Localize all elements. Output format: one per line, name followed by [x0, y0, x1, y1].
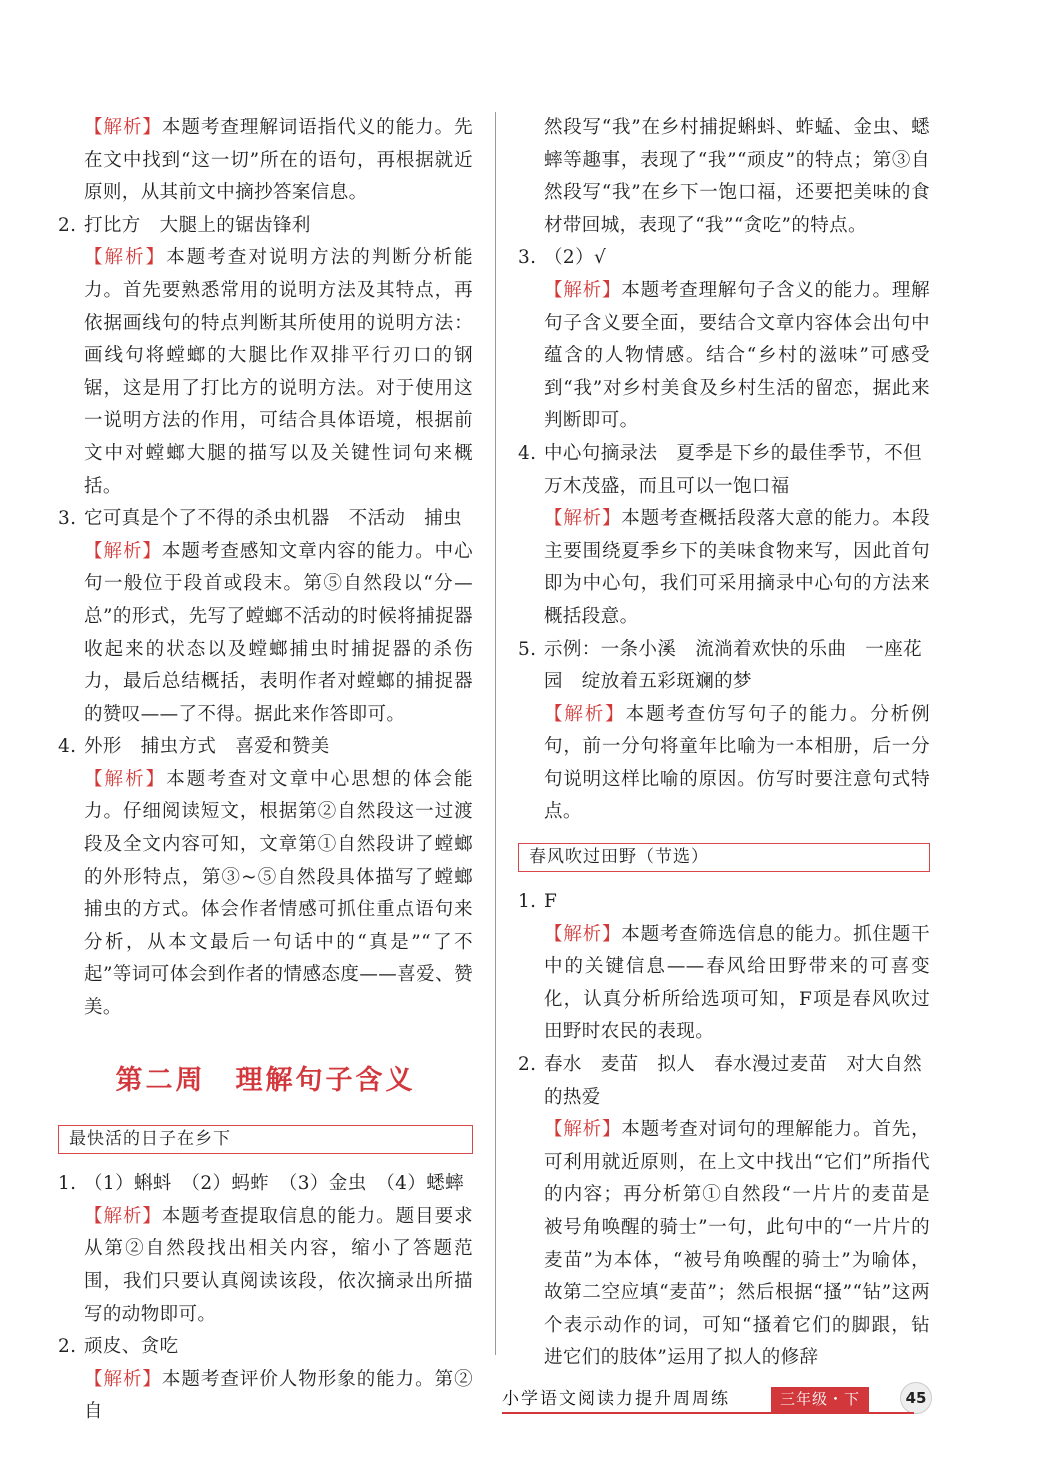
section-title-2: 春风吹过田野（节选）	[518, 843, 930, 872]
explanation	[58, 764, 473, 1025]
left-column	[58, 112, 473, 1429]
explanation-text: 本题考查感知文章内容的能力。中心句一般位于段首或段末。第⑤自然段以“分—总”的形式，先写了螳螂不活动的时候将捕捉器收起来的状态以及螳螂捕虫时捕捉器的杀伤力，最后总结概括，表明作者对螳螂的捕捉器的赞叹——了不得。据此来作答即可。	[84, 540, 473, 725]
question-number: 2.	[518, 1054, 537, 1076]
analysis-tag: 【解析】	[544, 508, 622, 530]
section-title-1: 最快活的日子在乡下	[58, 1125, 473, 1154]
grade-badge: 三年级・下	[771, 1387, 869, 1412]
answer-item	[518, 634, 930, 699]
explanation	[58, 1364, 473, 1429]
analysis-tag: 【解析】	[84, 540, 162, 562]
answer-item	[58, 1168, 473, 1201]
explanation-text: 本题考查筛选信息的能力。抓住题干中的关键信息——春风给田野带来的可喜变化，认真分析所给选项可知，F项是春风吹过田野时农民的表现。	[544, 923, 930, 1043]
footer-rule	[502, 1412, 914, 1414]
analysis-tag: 【解析】	[544, 923, 622, 945]
analysis-tag: 【解析】	[84, 1205, 162, 1227]
question-number: 3.	[58, 508, 77, 530]
answer-item	[58, 210, 473, 243]
explanation	[518, 275, 930, 438]
explanation	[518, 503, 930, 633]
left-intro-explanation	[58, 112, 473, 210]
answer-item	[58, 731, 473, 764]
answer-text: 春水 麦苗 拟人 春水漫过麦苗 对大自然的热爱	[544, 1054, 923, 1108]
explanation-text: 本题考查评价人物形象的能力。第②自	[84, 1368, 473, 1423]
question-number: 4.	[58, 736, 77, 758]
page-number: 45	[900, 1382, 932, 1414]
answer-item	[518, 242, 930, 275]
question-number: 3.	[518, 247, 537, 269]
explanation-text: 本题考查概括段落大意的能力。本段主要围绕夏季乡下的美味食物来写，因此首句即为中心句，我们可采用摘录中心句的方法来概括段意。	[544, 508, 930, 627]
analysis-tag: 【解析】	[84, 768, 167, 790]
explanation	[518, 1114, 930, 1375]
left-answers-group-2	[58, 1168, 473, 1429]
answer-text: 它可真是个了不得的杀虫机器 不活动 捕虫	[84, 508, 463, 530]
explanation-text: 本题考查对文章中心思想的体会能力。仔细阅读短文，根据第②自然段这一过渡段及全文内容可知，文章第①自然段讲了螳螂的外形特点，第③~⑤自然段具体描写了螳螂捕虫的方式。体会作者情感可抓住重点语句来分析，从本文最后一句话中的“真是”“了不起”等词可体会到作者的情感态度——喜爱、赞美。	[84, 768, 473, 1019]
question-number: 4.	[518, 442, 537, 464]
question-number: 2.	[58, 1336, 77, 1358]
book-title: 小学语文阅读力提升周周练	[502, 1389, 730, 1409]
analysis-tag: 【解析】	[84, 247, 167, 269]
page-footer	[502, 1382, 932, 1418]
explanation	[58, 1201, 473, 1331]
explanation-text: 本题考查提取信息的能力。题目要求从第②自然段找出相关内容，缩小了答题范围，我们只要认真阅读该段，依次摘录出所描写的动物即可。	[84, 1205, 473, 1325]
explanation	[518, 699, 930, 829]
answer-text: 示例：一条小溪 流淌着欢快的乐曲 一座花园 绽放着五彩斑斓的梦	[544, 638, 923, 693]
explanation	[518, 919, 930, 1049]
right-answers-group-1	[518, 242, 930, 829]
answer-item	[518, 1049, 930, 1114]
explanation	[58, 242, 473, 503]
explanation-text: 本题考查对词句的理解能力。首先，可利用就近原则，在上文中找出“它们”所指代的内容；再分析第①自然段“一片片的麦苗是被号角唤醒的骑士”一句，此句中的“一片片的麦苗”为本体，“被号角唤醒的骑士”为喻体，故第二空应填“麦苗”；然后根据“搔”“钻”这两个表示动作的词，可知“搔着它们的脚跟，钻进它们的肢体”运用了拟人的修辞	[544, 1119, 930, 1369]
answer-item	[58, 503, 473, 536]
answer-text: 打比方 大腿上的锯齿锋利	[84, 214, 311, 236]
answer-text: 中心句摘录法 夏季是下乡的最佳季节，不但万木茂盛，而且可以一饱口福	[544, 442, 923, 497]
question-number: 5.	[518, 638, 537, 660]
analysis-tag: 【解析】	[544, 1119, 622, 1141]
answer-item	[518, 438, 930, 503]
answer-text: （2）√	[544, 247, 607, 269]
question-number: 2.	[58, 214, 77, 236]
right-answers-group-2	[518, 886, 930, 1375]
column-divider	[495, 112, 496, 1355]
answer-text: 外形 捕虫方式 喜爱和赞美	[84, 736, 330, 758]
analysis-tag: 【解析】	[544, 703, 626, 725]
question-number: 1.	[518, 891, 537, 913]
explanation-text: 本题考查理解句子含义的能力。理解句子含义要全面，要结合文章内容体会出句中蕴含的人物情感。结合“乡村的滋味”可感受到“我”对乡村美食及乡村生活的留恋，据此来判断即可。	[544, 279, 930, 432]
left-answers-group-1	[58, 210, 473, 1025]
answer-item	[58, 1331, 473, 1364]
answer-text: （1）蝌蚪 （2）蚂蚱 （3）金虫 （4）蟋蟀	[84, 1173, 465, 1195]
answer-item	[518, 886, 930, 919]
analysis-tag: 【解析】	[84, 117, 162, 138]
right-continuation	[518, 112, 930, 242]
right-continuation-text: 然段写“我”在乡村捕捉蝌蚪、蚱蜢、金虫、蟋蟀等趣事，表现了“我”“顽皮”的特点；第③自然段写“我”在乡下一饱口福，还要把美味的食材带回城，表现了“我”“贪吃”的特点。	[544, 117, 930, 236]
week-title: 第二周 理解句子含义	[115, 1064, 416, 1096]
analysis-tag: 【解析】	[84, 1368, 162, 1390]
answer-text: 顽皮、贪吃	[84, 1336, 179, 1358]
right-column	[518, 112, 930, 1375]
explanation-text: 本题考查仿写句子的能力。分析例句，前一分句将童年比喻为一本相册，后一分句说明这样比喻的原因。仿写时要注意句式特点。	[544, 703, 930, 823]
answer-text: F	[544, 891, 558, 913]
explanation	[58, 536, 473, 732]
left-intro-text: 【解析】本题考查理解词语指代义的能力。先在文中找到“这一切”所在的语句，再根据就近原则，从其前文中摘抄答案信息。	[84, 117, 473, 204]
explanation-text: 本题考查对说明方法的判断分析能力。首先要熟悉常用的说明方法及其特点，再依据画线句的特点判断其所使用的说明方法：画线句将螳螂的大腿比作双排平行刃口的钢锯，这是用了打比方的说明方法。对于使用这一说明方法的作用，可结合具体语境，根据前文中对螳螂大腿的描写以及关键性词句来概括。	[84, 247, 473, 497]
analysis-tag: 【解析】	[544, 279, 622, 301]
question-number: 1.	[58, 1173, 77, 1195]
